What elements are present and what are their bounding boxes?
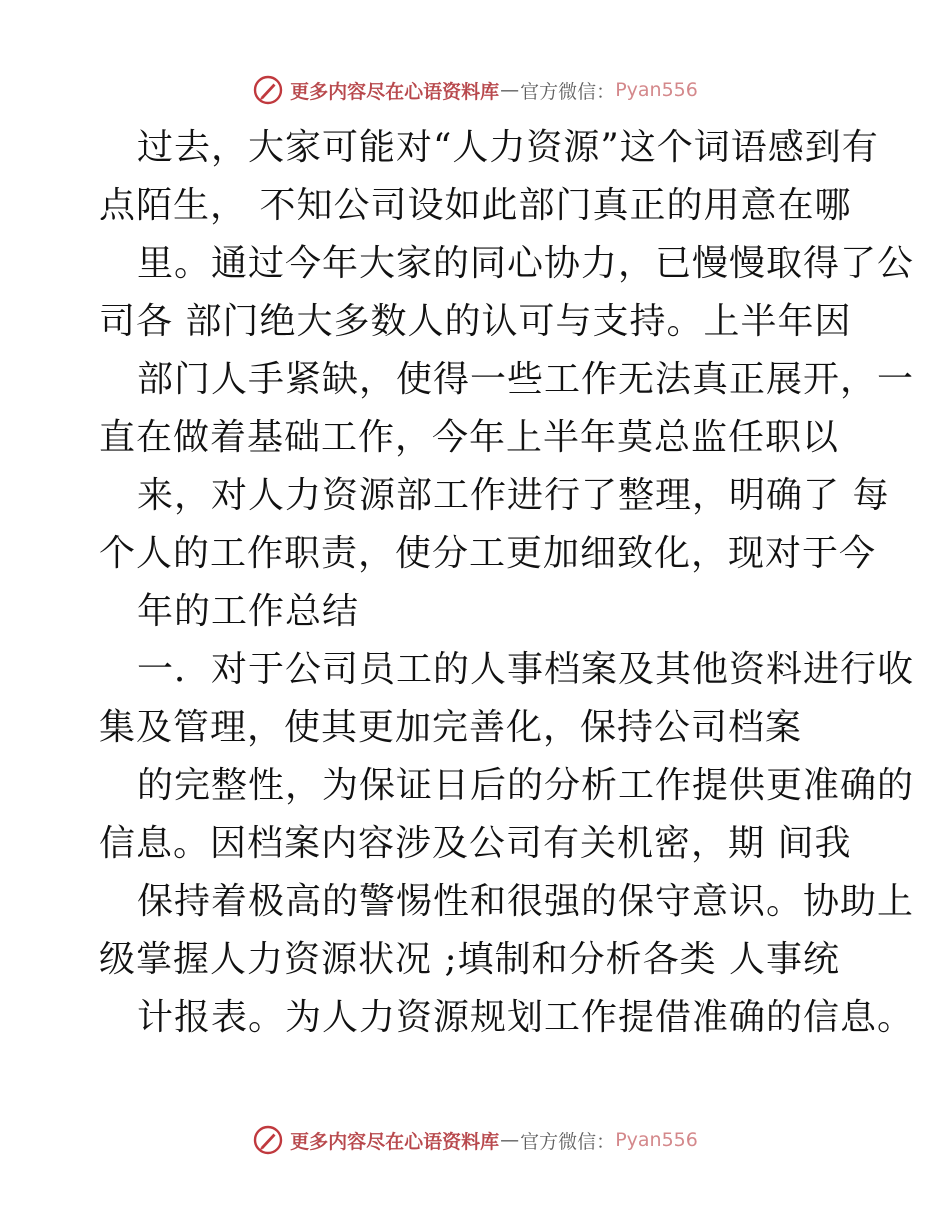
text-line: 的完整性，为保证日后的分析工作提供更准确的 [137,765,915,806]
text-line: 来，对人力资源部工作进行了整理，明确了 每 [137,475,890,516]
watermark-wechat-label: 官方微信： [520,1130,616,1153]
watermark-dash: — [500,79,520,101]
text-line: 保持着极高的警惕性和很强的保守意识。协助上 [137,881,915,922]
watermark-wechat-label: 官方微信： [520,80,616,103]
watermark-title: 更多内容尽在心语资料库 [290,80,500,103]
text-line: 过去，大家可能对“人力资源”这个词语感到有 [137,127,879,168]
quill-logo-icon [252,1124,284,1156]
text-line: 个人的工作职责，使分工更加细致化，现对于今 [99,533,877,574]
text-line: 信息。因档案内容涉及公司有关机密，期 间我 [99,823,852,864]
text-line: 一．对于公司员工的人事档案及其他资料进行收 [137,649,915,690]
text-line: 年的工作总结 [137,591,360,632]
text-line: 级掌握人力资源状况 ;填制和分析各类 人事统 [99,939,841,980]
watermark-wechat-id: Pyan556 [615,79,698,101]
watermark-footer [0,1120,950,1160]
text-line: 集及管理，使其更加完善化，保持公司档案 [99,707,803,748]
text-line: 司各 部门绝大多数人的认可与支持。上半年因 [99,301,852,342]
watermark-title: 更多内容尽在心语资料库 [290,1130,500,1153]
text-line: 部门人手紧缺，使得一些工作无法真正展开，一 [137,359,915,400]
text-line: 里。通过今年大家的同心协力，已慢慢取得了公 [137,243,915,284]
watermark-dash: — [500,1129,520,1151]
watermark-wechat-id: Pyan556 [615,1129,698,1151]
text-line: 计报表。为人力资源规划工作提借准确的信息。 [137,997,915,1038]
text-line: 直在做着基础工作，今年上半年莫总监任职以 [99,417,840,458]
watermark-header [0,70,950,110]
text-line: 点陌生， 不知公司设如此部门真正的用意在哪 [99,185,852,226]
quill-logo-icon [252,74,284,106]
